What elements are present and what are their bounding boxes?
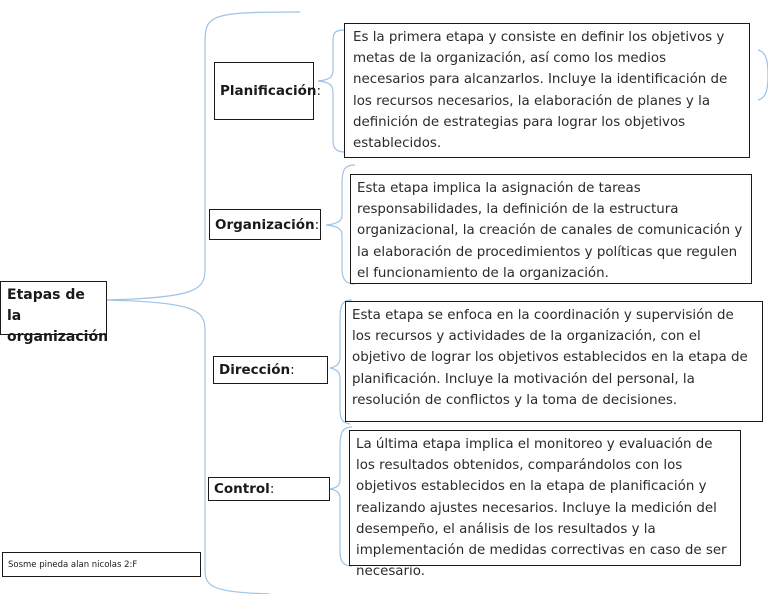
- description-direccion: [345, 301, 763, 422]
- description-control: [349, 430, 741, 580]
- stage-name: Control: [214, 481, 270, 497]
- root-label-line2: organización: [7, 329, 109, 345]
- description-text: Es la primera etapa y consiste en definir los objetivos y metas de la organización, así como los medios necesarios para alcanzarlos. Incluye la identificación de los recursos necesarios, la elaboración de planes y la definición de estrategias para lograr los objetivos establecidos.: [353, 30, 728, 152]
- brace-right: [758, 50, 768, 100]
- stage-name: Dirección: [219, 362, 291, 378]
- description-text: Esta etapa se enfoca en la coordinación y supervisión de los recursos y actividades de la organización, con el objetivo de lograr los objetivos establecidos en la etapa de planificación. Incluye la motivación del personal, la resolución de conflictos y la toma de decisiones.: [352, 308, 748, 408]
- description-planificacion: [344, 23, 750, 158]
- stage-label-control: [208, 477, 330, 501]
- stage-name: Organización: [215, 216, 315, 233]
- author-name: Sosme pineda alan nicolas 2:F: [8, 559, 138, 570]
- brace-planificacion: [318, 30, 345, 152]
- stage-colon: :: [316, 83, 322, 99]
- stage-label-direccion: [213, 356, 328, 384]
- stage-colon: :: [314, 216, 320, 233]
- stage-colon: :: [290, 362, 295, 378]
- stage-colon: :: [269, 481, 275, 497]
- root-label-line1: Etapas de la: [7, 287, 85, 324]
- description-organizacion: [350, 174, 752, 284]
- author-note: [2, 552, 201, 577]
- stage-label-organizacion: [209, 209, 321, 240]
- root-node: [0, 281, 109, 345]
- stage-label-planificacion: [214, 62, 322, 120]
- description-text: Esta etapa implica la asignación de tareas responsabilidades, la definición de la estructura organizacional, la creación de canales de comunicación y la elaboración de procedimientos y políticas que regulen el funcionamiento de la organización.: [357, 181, 743, 281]
- stage-name: Planificación: [220, 83, 317, 99]
- description-text: La última etapa implica el monitoreo y evaluación de los resultados obtenidos, comparándolos con los objetivos establecidos en la etapa de planificación y realizando ajustes necesarios. Incluye la medición del desempeño, el análisis de los resultados y la implementación de medidas correctivas en caso de ser necesario.: [356, 437, 727, 580]
